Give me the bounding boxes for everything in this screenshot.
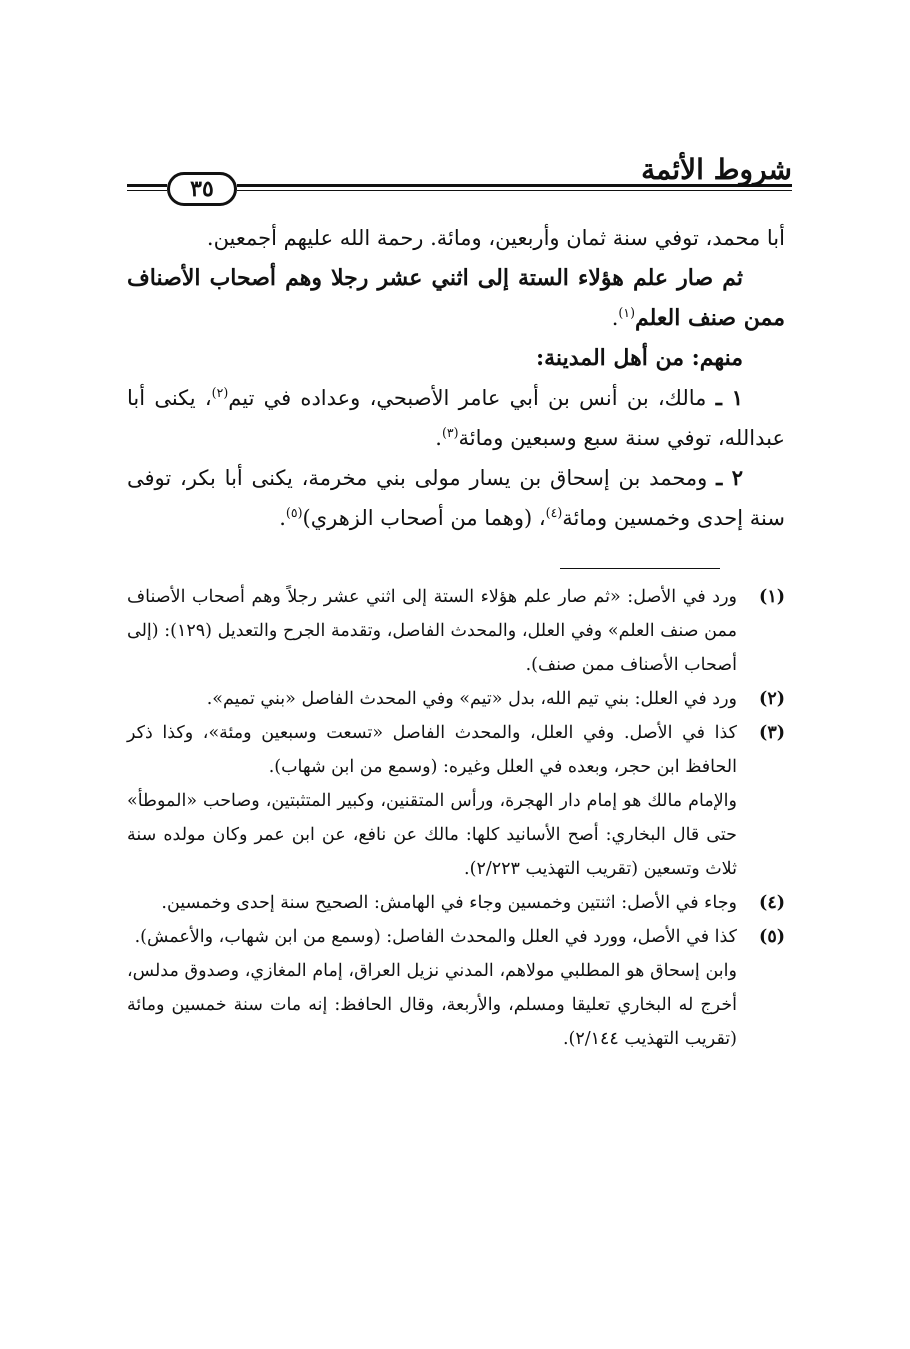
paragraph-4-text-a: مالك، بن أنس بن أبي عامر الأصبحي، وعداده في تيم [228, 386, 707, 410]
main-text [127, 218, 785, 538]
paragraph-5 [127, 458, 785, 538]
paragraph-2 [127, 258, 785, 338]
footnote-ref-3: (٣) [441, 425, 459, 440]
paragraph-4 [127, 378, 785, 458]
footnote-1 [127, 580, 785, 682]
footnote-2 [127, 682, 785, 716]
footnote-5 [127, 920, 785, 954]
running-title: شروط الأئمة [641, 153, 792, 186]
item-number-2: ٢ ـ [716, 465, 743, 490]
paragraph-2-text: ثم صار علم هؤلاء الستة إلى اثني عشر رجلا وهم أصحاب الأصناف ممن صنف العلم [127, 265, 785, 331]
footnote-text: وجاء في الأصل: اثنتين وخمسين وجاء في الهامش: الصحيح سنة إحدى وخمسين. [161, 893, 737, 913]
footnote-5-continuation: وابن إسحاق هو المطلبي مولاهم، المدني نزيل العراق، إمام المغازي، وصدوق مدلس، أخرج له البخاري تعليقا ومسلم، والأربعة، وقال الحافظ: إنه مات سنة خمسين ومائة (تقريب التهذيب ٢/١٤٤). [127, 961, 737, 1049]
page-header [127, 150, 792, 202]
header-rule-right [237, 184, 792, 187]
footnote-text: ورد في الأصل: «ثم صار علم هؤلاء الستة إلى اثني عشر رجلاً وهم أصحاب الأصناف ممن صنف العلم» وفي العلل، والمحدث الفاصل، وتقدمة الجرح والتعديل (١٢٩): (إلى أصحاب الأصناف ممن صنف). [127, 587, 737, 675]
footnote-ref-5: (٥) [285, 505, 303, 520]
header-rule-right-thin [237, 190, 792, 191]
footnotes [127, 580, 785, 1056]
footnote-marker: (١) [759, 587, 785, 607]
footnote-ref-2: (٢) [211, 385, 229, 400]
paragraph-1 [127, 218, 785, 258]
paragraph-5-end: . [279, 506, 286, 530]
paragraph-2-end: . [611, 306, 619, 330]
footnote-ref-4: (٤) [545, 505, 563, 520]
footnote-separator [560, 568, 720, 569]
footnote-marker: (٥) [759, 927, 785, 947]
footnote-marker: (٤) [759, 893, 785, 913]
footnote-text: ورد في العلل: بني تيم الله، بدل «تيم» وفي المحدث الفاصل «بني تميم». [206, 689, 737, 709]
paragraph-5-text-b: ، (وهما من أصحاب الزهري) [302, 506, 546, 530]
paragraph-3 [127, 338, 785, 378]
footnote-text: كذا في الأصل، وورد في العلل والمحدث الفاصل: (وسمع من ابن شهاب، والأعمش). [134, 927, 737, 947]
footnote-text: كذا في الأصل. وفي العلل، والمحدث الفاصل «تسعت وسبعين ومئة»، وكذا ذكر الحافظ ابن حجر، وبعده في العلل وغيره: (وسمع من ابن شهاب). [127, 723, 737, 777]
item-number-1: ١ ـ [715, 385, 744, 410]
paragraph-4-text-b: ، يكنى أبا عبدالله، توفي سنة سبع وسبعين ومائة [127, 386, 785, 450]
paragraph-3-text: منهم: من أهل المدينة: [536, 345, 743, 371]
header-rule-left-thin [127, 190, 167, 191]
page-number: ٣٥ [167, 172, 237, 206]
footnote-marker: (٣) [759, 723, 785, 743]
paragraph-4-end: . [435, 426, 442, 450]
header-rule-left [127, 184, 167, 187]
footnote-marker: (٢) [759, 689, 785, 709]
footnote-ref-1: (١) [618, 305, 635, 320]
footnote-4 [127, 886, 785, 920]
paragraph-5-text-a: ومحمد بن إسحاق بن يسار مولى بني مخرمة، يكنى أبا بكر، توفى سنة إحدى وخمسين ومائة [127, 466, 785, 530]
footnote-3-continuation: والإمام مالك هو إمام دار الهجرة، ورأس المتقنين، وكبير المتثبتين، وصاحب «الموطأ» حتى قال البخاري: أصح الأسانيد كلها: مالك عن نافع، عن ابن عمر وكان مولده سنة ثلاث وتسعين (تقريب التهذيب ٢/٢٢٣). [127, 791, 737, 879]
paragraph-1-text: أبا محمد، توفي سنة ثمان وأربعين، ومائة. رحمة الله عليهم أجمعين. [206, 226, 785, 250]
footnote-3 [127, 716, 785, 784]
